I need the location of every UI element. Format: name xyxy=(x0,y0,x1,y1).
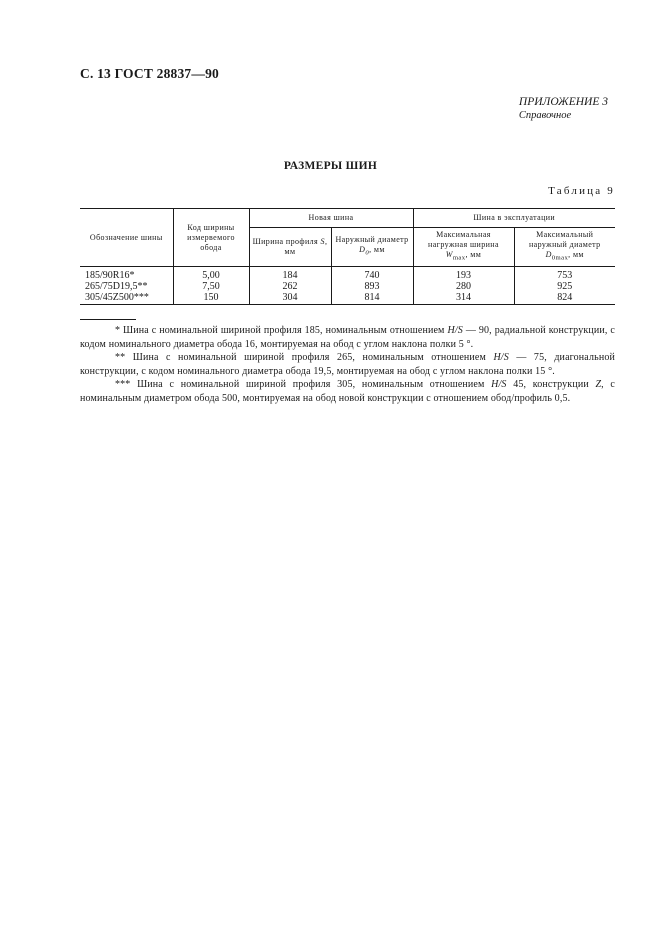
cell-designation: 265/75D19,5** xyxy=(80,281,173,292)
cell-diameter: 893 xyxy=(331,281,413,292)
cell-max-width: 193 xyxy=(413,267,514,282)
cell-max-diameter: 925 xyxy=(514,281,615,292)
footnote-1: * Шина с номинальной шириной профиля 185, номинальным отношением H/S — 90, радиальной конструкции, с кодом номинального диаметра обода 16, монтируемая на обод с углом наклона полки 5 °. xyxy=(80,325,616,350)
header-tire-in-service: Шина в эксплуатации xyxy=(413,209,615,228)
header-rim-code: Код ширины измервемого обода xyxy=(173,209,249,267)
cell-max-width: 280 xyxy=(413,281,514,292)
cell-rim-code: 5,00 xyxy=(173,267,249,282)
table-row xyxy=(80,267,615,282)
page-header: С. 13 ГОСТ 28837—90 xyxy=(80,66,219,81)
appendix-label xyxy=(519,96,608,122)
cell-rim-code: 7,50 xyxy=(173,281,249,292)
header-designation: Обозначение шины xyxy=(80,209,173,267)
footnote-3: *** Шина с номинальной шириной профиля 305, номинальным отношением H/S 45, конструкции Z, с номинальным диаметром обода 500, монтируемая на обод новой конструкции с отношением обод/профиль 0,5. xyxy=(80,379,616,404)
table-row xyxy=(80,292,615,305)
footnote-divider xyxy=(80,319,136,320)
cell-max-diameter: 753 xyxy=(514,267,615,282)
table-row xyxy=(80,281,615,292)
section-title: РАЗМЕРЫ ШИН xyxy=(283,160,378,172)
cell-max-diameter: 824 xyxy=(514,292,615,305)
appendix-title: ПРИЛОЖЕНИЕ 3 xyxy=(518,96,608,108)
cell-width: 184 xyxy=(249,267,331,282)
cell-designation: 185/90R16* xyxy=(80,267,173,282)
appendix-subtitle: Справочное xyxy=(518,110,572,121)
header-max-diameter: Максимальный наружный диаметр $D_{0max}$, мм xyxy=(514,228,615,267)
cell-diameter: 740 xyxy=(331,267,413,282)
footnote-2: ** Шина с номинальной шириной профиля 265, номинальным отношением H/S — 75, диагональной конструкции, с кодом номинального диаметра обода 19,5, монтируемая на обод с углом наклона полки 15 °. xyxy=(80,352,615,377)
cell-designation: 305/45Z500*** xyxy=(80,292,173,305)
cell-width: 304 xyxy=(249,292,331,305)
table-label: Таблица 9 xyxy=(548,185,615,197)
cell-rim-code: 150 xyxy=(173,292,249,305)
header-outer-diameter: Наружный диаметр $D_0$, мм xyxy=(331,228,413,267)
header-new-tire: Новая шина xyxy=(249,209,413,228)
cell-width: 262 xyxy=(249,281,331,292)
header-max-width: Максимальная нагружная ширина $W_{max}$, мм xyxy=(413,228,514,267)
table-header-row xyxy=(80,209,615,228)
cell-diameter: 814 xyxy=(331,292,413,305)
header-section-width: Ширина профиля S, мм xyxy=(249,228,331,267)
tire-sizes-table xyxy=(80,208,615,305)
cell-max-width: 314 xyxy=(413,292,514,305)
footnotes xyxy=(80,324,615,405)
